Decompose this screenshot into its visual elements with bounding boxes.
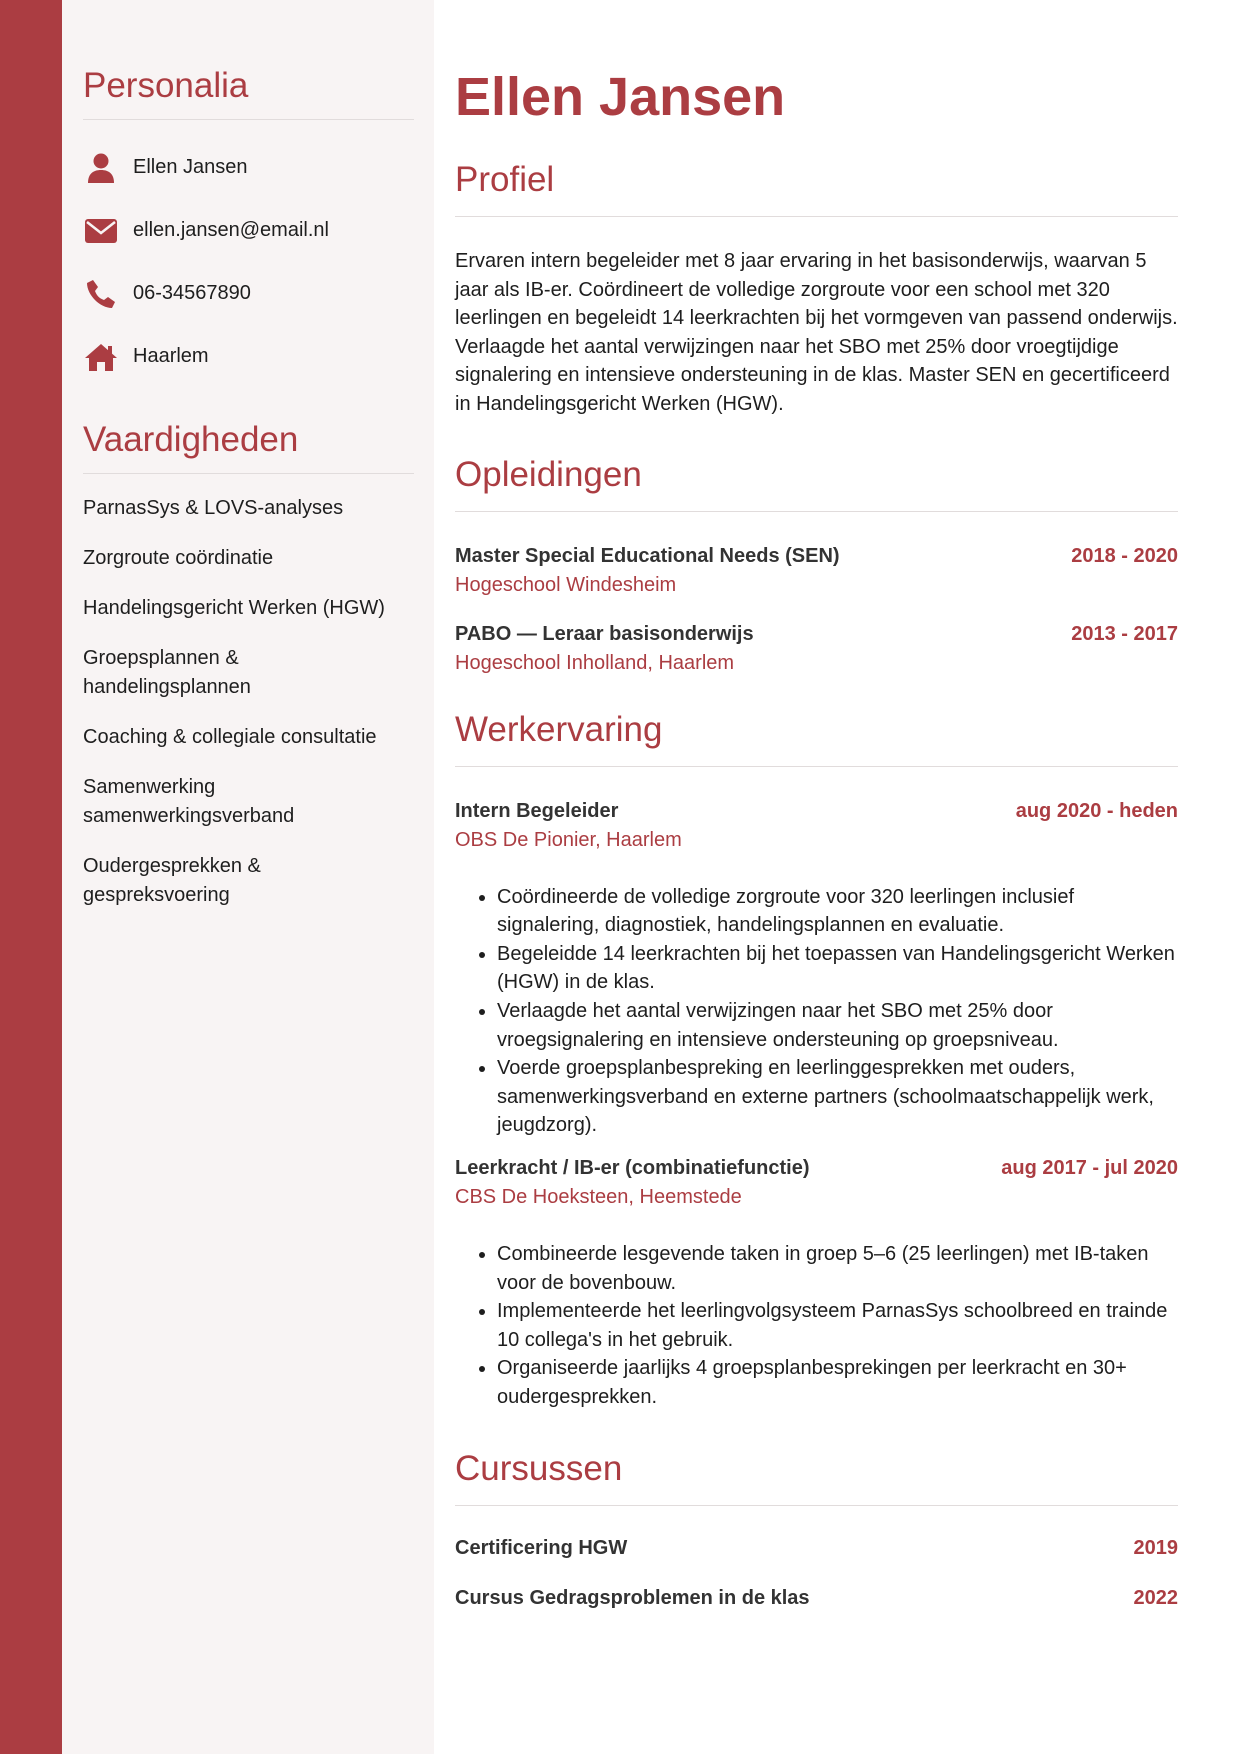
phone-icon [83,277,119,311]
contact-location [83,325,414,388]
job-employer: CBS De Hoeksteen, Heemstede [455,1185,742,1208]
job-bullet: • Implementeerde het leerlingvolgsysteem ParnasSys schoolbreed en trainde 10 collega's in het gebruik. [497,1297,1178,1354]
education-heading: Opleidingen [455,453,1178,512]
contact-phone-text: 06-34567890 [133,282,251,304]
job-bullet: • Coördineerde de volledige zorgroute voor 320 leerlingen inclusief signalering, diagnostiek, handelingsplannen en evaluatie. [497,883,1178,940]
user-icon [83,151,119,185]
education-entry [455,542,1178,600]
home-icon [83,340,119,374]
contact-email [83,199,414,262]
profile-heading: Profiel [455,158,1178,217]
skill-item: Handelingsgericht Werken (HGW) [83,597,385,619]
skill-item: Samenwerking samenwerkingsverband [83,776,295,827]
profile-text: Ervaren intern begeleider met 8 jaar ervaring in het basisonderwijs, waarvan 5 jaar als IB-er. Coördineert de volledige zorgroute voor een school met 320 leerlingen en begeleidt 14 leerkrachten bij het vormgeven van passend onderwijs. Verlaagde het aantal verwijzingen naar het SBO met 25% door vroegtijdige signalering en intensieve ondersteuning in de klas. Master SEN en gecertificeerd in Handelingsgericht Werken (HGW). [455,250,1178,415]
job-bullet: • Combineerde lesgevende taken in groep 5–6 (25 leerlingen) met IB-taken voor de bovenbouw. [497,1240,1178,1297]
job-bullets [455,1240,1178,1412]
course-list [455,1506,1178,1613]
contact-name [83,136,414,199]
skills-heading: Vaardigheden [83,418,414,474]
contact-phone [83,262,414,325]
course-year: 2019 [1133,1537,1178,1560]
job-dates: aug 2017 - jul 2020 [1001,1156,1178,1179]
job-title: Intern Begeleider [455,799,619,822]
skill-item: Oudergesprekken & gespreksvoering [83,855,261,906]
job-dates: aug 2020 - heden [1015,799,1178,822]
contact-location-text: Haarlem [133,345,209,367]
course-entry [455,1534,1178,1563]
candidate-name: Ellen Jansen [455,67,786,127]
skill-item: Groepsplannen & handelingsplannen [83,647,251,698]
skill-item: ParnasSys & LOVS-analyses [83,497,344,519]
job-bullet: • Organiseerde jaarlijks 4 groepsplanbesprekingen per leerkracht en 30+ oudergesprekken. [497,1354,1178,1411]
course-title: Cursus Gedragsproblemen in de klas [455,1587,810,1610]
education-institution: Hogeschool Inholland, Haarlem [455,651,735,674]
envelope-icon [83,214,119,248]
skill-list [83,474,414,910]
education-dates: 2018 - 2020 [1071,544,1178,567]
job-bullet: • Voerde groepsplanbespreking en leerlinggesprekken met ouders, samenwerkingsverband en externe partners (schoolmaatschappelijk werk, jeugdzorg). [497,1054,1178,1140]
job-entry [455,1154,1178,1412]
job-bullet: • Verlaagde het aantal verwijzingen naar het SBO met 25% door vroegsignalering en intensieve ondersteuning op groepsniveau. [497,997,1178,1054]
education-title: Master Special Educational Needs (SEN) [455,544,840,567]
main-content [455,0,1178,1754]
job-bullets [455,883,1178,1140]
education-entry [455,620,1178,678]
education-dates: 2013 - 2017 [1071,622,1178,645]
education-list [455,512,1178,678]
work-list [455,767,1178,1412]
sidebar [62,0,434,1754]
education-institution: Hogeschool Windesheim [455,573,677,596]
skill-item: Coaching & collegiale consultatie [83,726,377,748]
skill-item: Zorgroute coördinatie [83,547,274,569]
accent-bar [0,0,62,1754]
contact-name-text: Ellen Jansen [133,156,248,178]
course-title: Certificering HGW [455,1537,628,1560]
work-heading: Werkervaring [455,708,1178,767]
job-bullet: • Begeleidde 14 leerkrachten bij het toepassen van Handelingsgericht Werken (HGW) in de klas. [497,940,1178,997]
courses-heading: Cursussen [455,1447,1178,1506]
job-entry [455,797,1178,1140]
personalia-heading: Personalia [83,64,414,120]
course-year: 2022 [1133,1587,1178,1610]
contact-email-text: ellen.jansen@email.nl [133,219,329,241]
contact-list [83,120,414,388]
education-title: PABO — Leraar basisonderwijs [455,622,754,645]
course-entry [455,1584,1178,1613]
job-employer: OBS De Pionier, Haarlem [455,828,682,851]
job-title: Leerkracht / IB-er (combinatiefunctie) [455,1156,810,1179]
